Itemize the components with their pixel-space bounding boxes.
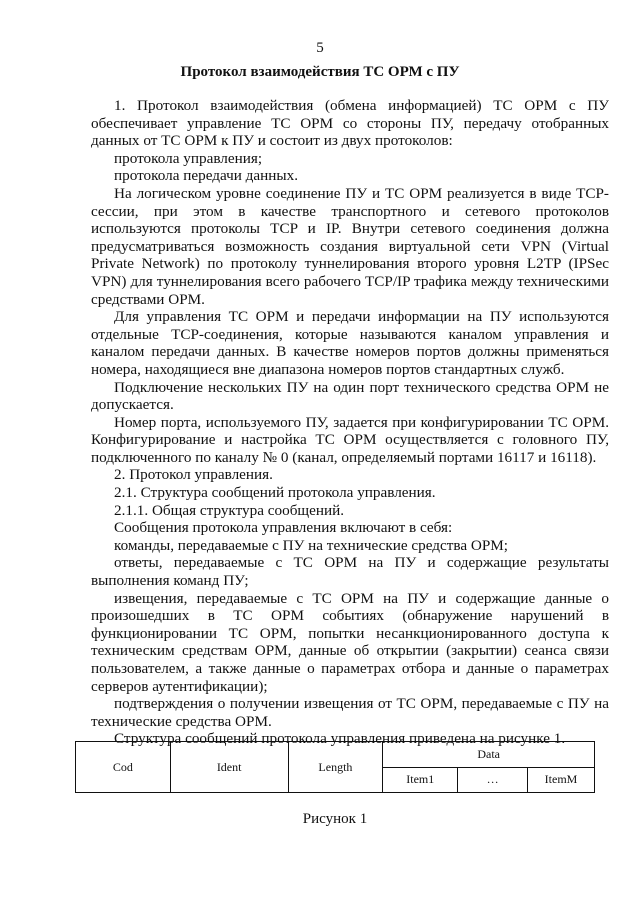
message-structure-table — [75, 741, 595, 793]
cell-ident: Ident — [170, 742, 288, 793]
paragraph-6: Подключение нескольких ПУ на один порт технического средства ОРМ не допускается. — [91, 378, 609, 414]
cell-item1: Item1 — [383, 767, 458, 793]
paragraph-4: На логическом уровне соединение ПУ и ТС ОРМ реализуется в виде TCP-сессии, при этом в качестве транспортного и сетевого протоколов используются протоколы TCP и IP. Внутри сетевого соединения должна предусматриваться возможность создания виртуальной сети VPN (Virtual Private Network) по протоколу туннелирования второго уровня L2TP (IPSec VPN) для туннелирования всего рабочего TCP/IP трафика между техническими средствами ОРМ. — [91, 184, 609, 308]
page-number: 5 — [316, 40, 324, 56]
paragraph-11: Сообщения протокола управления включают в себя: — [114, 519, 453, 537]
paragraph-9: 2.1. Структура сообщений протокола управления. — [114, 484, 436, 502]
paragraph-3: протокола передачи данных. — [114, 167, 299, 185]
cell-cod: Cod — [76, 742, 171, 793]
paragraph-16: Структура сообщений протокола управления приведена на рисунке 1. — [114, 730, 566, 748]
paragraph-2: протокола управления; — [114, 149, 263, 167]
cell-length: Length — [288, 742, 383, 793]
paragraph-15: подтверждения о получении извещения от ТС ОРМ, передаваемые с ПУ на технические средства ОРМ. — [91, 695, 609, 730]
paragraph-5: Для управления ТС ОРМ и передачи информации на ПУ используются отдельные TCP-соединения, которые называются каналом управления и каналом передачи данных. В качестве номеров портов должны применяться номера, находящиеся вне диапазона номеров портов стандартных служб. — [91, 308, 609, 378]
paragraph-12: команды, передаваемые с ПУ на технические средства ОРМ; — [114, 536, 509, 554]
paragraph-1: 1. Протокол взаимодействия (обмена информацией) ТС ОРМ с ПУ обеспечивает управление ТС ОРМ со стороны ПУ, передачу отобранных данных от ТС ОРМ к ПУ и состоит из двух протоколов: — [91, 97, 609, 150]
cell-ellipsis: … — [458, 767, 528, 793]
paragraph-8: 2. Протокол управления. — [114, 466, 273, 484]
cell-itemM: ItemM — [528, 767, 595, 793]
body-text — [91, 97, 609, 748]
paragraph-14: извещения, передаваемые с ТС ОРМ на ПУ и содержащие данные о произошедших в ТС ОРМ событиях (обнаружение нарушений в функционировании ТС ОРМ, попытки несанкционированного доступа к техническим средствам ОРМ, данные об открытии (закрытии) сеанса связи пользователем, а также данные о параметрах отбора и данные о параметрах серверов аутентификации); — [91, 589, 609, 695]
paragraph-7: Номер порта, используемого ПУ, задается при конфигурировании ТС ОРМ. Конфигурирование и настройка ТС ОРМ осуществляется с головного ПУ, подключенного по каналу № 0 (канал, определяемый портами 16117 и 16118). — [91, 413, 609, 466]
cell-data-header: Data — [383, 742, 595, 768]
document-title: Протокол взаимодействия ТС ОРМ с ПУ — [180, 64, 460, 80]
paragraph-10: 2.1.1. Общая структура сообщений. — [114, 501, 345, 519]
paragraph-13: ответы, передаваемые с ТС ОРМ на ПУ и содержащие результаты выполнения команд ПУ; — [91, 554, 609, 590]
figure-caption: Рисунок 1 — [302, 811, 368, 827]
